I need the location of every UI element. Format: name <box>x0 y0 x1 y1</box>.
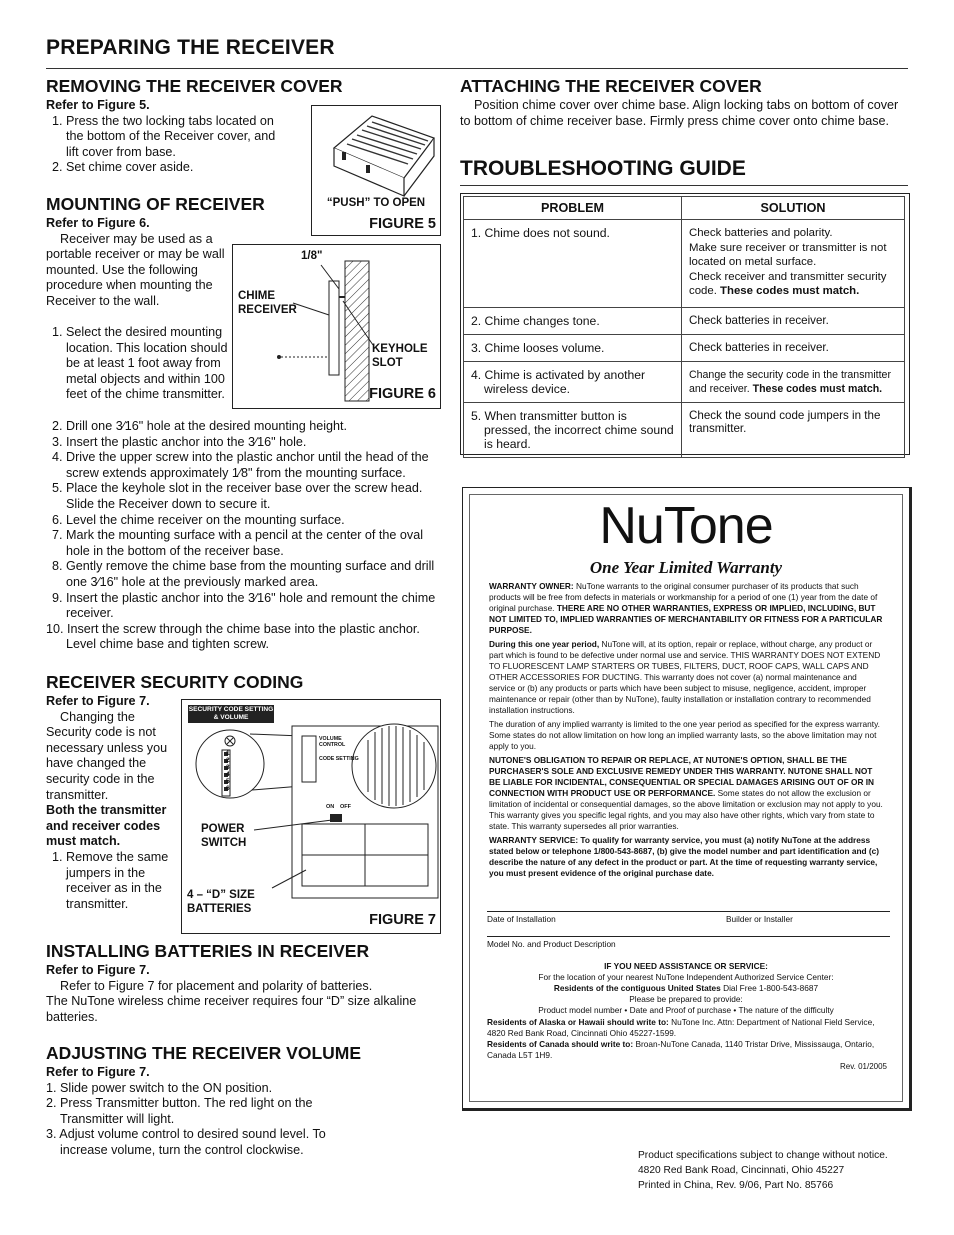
problem-1: 1. Chime does not sound. <box>464 220 682 308</box>
troubleshooting-table <box>463 196 905 458</box>
fig7-batteries: 4 – “D” SIZE BATTERIES <box>187 889 255 915</box>
warranty-period-text: NuTone will, at its option, repair or replace, without charge, any product or part which is found to be defective under normal use and service. THIS WARRANTY DOES NOT EXTEND TO FLUORESCENT LAMP STARTERS OR TUBES, FILTERS, DUCT, ROOF CAPS, WALL CAPS AND OTHER ACCESSORIES FOR DUCTING. This warranty does not cover (a) normal maintenance and service or (b) any products or parts which have been subject to misuse, negligence, accident, improper maintenance or repair (other than by NuTone), faulty installation or installation contrary to recommended installation instructions. <box>489 639 881 715</box>
mounting-step-4: 4. Drive the upper screw into the plastic anchor until the head of the screw extends approximately 1⁄8" from the mounting surface. <box>52 450 429 480</box>
fig6-keyhole-slot: KEYHOLE SLOT <box>372 343 428 369</box>
fig7-power-switch: POWER SWITCH <box>201 823 247 849</box>
batteries-text: Refer to Figure 7 for placement and polarity of batteries. <box>60 978 373 993</box>
mounting-step-8: 8. Gently remove the chime base from the mounting surface and drill one 3⁄16" hole at the previously marked area. <box>52 559 435 589</box>
volume-step-3: 3. Adjust volume control to desired sound level. To increase volume, turn the control clockwise. <box>46 1127 326 1157</box>
figure-5 <box>311 105 441 236</box>
security-heading: RECEIVER SECURITY CODING <box>46 672 304 692</box>
security-intro: Changing the Security code is not necessary unless you have changed the security code in the transmitter. <box>46 709 168 802</box>
table-row <box>464 308 905 335</box>
warranty-owner-bold: THERE ARE NO OTHER WARRANTIES, EXPRESS OR IMPLIED, INCLUDING, BUT NOT LIMITED TO, IMPLIED WARRANTIES OF MERCHANTABILITY OR FITNESS FOR A PARTICULAR PURPOSE. <box>489 603 883 635</box>
mounting-step1-block <box>46 325 232 403</box>
table-row <box>464 220 905 308</box>
push-to-open-callout: “PUSH” TO OPEN <box>326 197 426 209</box>
figure-6 <box>232 244 441 409</box>
solution-4 <box>682 362 905 403</box>
fig7-code-setting: CODE SETTING <box>319 756 359 762</box>
nutone-logo: NuTone <box>599 497 773 555</box>
batteries-ref: Refer to Figure 7. <box>46 963 150 977</box>
canada-text: Broan-NuTone Canada, 1140 Tristar Drive, Mississauga, Ontario, Canada L5T 1H9. <box>487 1039 875 1060</box>
figure-5-label: FIGURE 5 <box>369 216 436 232</box>
solution-1-line-2: Make sure receiver or transmitter is not located on metal surface. <box>689 241 887 269</box>
security-step-1: 1. Remove the same jumpers in the receiver as in the transmitter. <box>52 849 169 911</box>
date-line <box>487 911 890 912</box>
warranty-owner-label: WARRANTY OWNER: <box>489 581 574 591</box>
volume-heading: ADJUSTING THE RECEIVER VOLUME <box>46 1043 362 1063</box>
footer <box>638 1148 888 1193</box>
mounting-intro: Receiver may be used as a portable receiver or may be wall mounted. Use the following procedure when mounting the Receiver to the wall. <box>46 231 225 308</box>
assistance-line-4: Product model number • Date and Proof of purchase • The nature of the difficulty <box>538 1005 834 1015</box>
problem-2: 2. Chime changes tone. <box>464 308 682 335</box>
security-bold: Both the transmitter and receiver codes must match. <box>46 803 167 849</box>
col-problem: PROBLEM <box>464 197 682 220</box>
table-row <box>464 335 905 362</box>
mounting-step-9: 9. Insert the plastic anchor into the 3⁄16" hole and remount the chime receiver. <box>52 590 436 621</box>
receiver-cover-drawing <box>312 108 440 198</box>
figure-6-label: FIGURE 6 <box>369 386 436 402</box>
problem-4: 4. Chime is activated by another wireless device. <box>464 362 682 403</box>
warranty-title: One Year Limited Warranty <box>589 558 783 577</box>
warranty-period-label: During this one year period, <box>489 639 600 649</box>
volume-ref: Refer to Figure 7. <box>46 1065 150 1079</box>
assistance-heading: IF YOU NEED ASSISTANCE OR SERVICE: <box>604 961 768 971</box>
solution-3: Check batteries in receiver. <box>682 335 905 362</box>
assistance-block <box>487 961 885 1016</box>
volume-section <box>46 1065 346 1159</box>
assistance-line-1: For the location of your nearest NuTone Independent Authorized Service Center: <box>538 972 834 982</box>
warranty-text <box>489 581 885 882</box>
removing-step-2: 2. Set chime cover aside. <box>52 160 194 175</box>
troubleshooting-heading: TROUBLESHOOTING GUIDE <box>460 157 746 180</box>
mounting-step-7: 7. Mark the mounting surface with a pencil at the center of the oval hole in the bottom of the receiver base. <box>52 528 424 558</box>
solution-1-line-3: Check receiver and transmitter security code. <box>689 270 887 298</box>
mounting-step-1: 1. Select the desired mounting location. This location should be at least 1 foot away from metal objects and within 100 feet of the chime transmitter. <box>52 325 228 402</box>
warranty-service: WARRANTY SERVICE: To qualify for warranty service, you must (a) notify NuTone at the address stated below or telephone 1/800-543-8687, (b) give the model number and part identification and (c) describe the nature of any defect in the product or part. At the time of requesting warranty service, you must present evidence of the original purchase date. <box>489 835 880 878</box>
solution-1-bold: These codes must match. <box>720 285 860 298</box>
removing-heading: REMOVING THE RECEIVER COVER <box>46 76 343 96</box>
solution-2: Check batteries in receiver. <box>682 308 905 335</box>
residents-block <box>487 1017 885 1061</box>
date-of-installation-label: Date of Installation <box>487 914 556 924</box>
mounting-step-3: 3. Insert the plastic anchor into the 3⁄16" hole. <box>52 434 307 449</box>
warranty-obligation-bold: NUTONE'S OBLIGATION TO REPAIR OR REPLACE, AT NUTONE'S OPTION, SHALL BE THE PURCHASER'S SOLE AND EXCLUSIVE REMEDY UNDER THIS WARRANTY. NUTONE SHALL NOT BE LIABLE FOR INCIDENTAL, CONSEQUENTIAL OR SPECIAL DAMAGES ARISING OUT OF OR IN CONNECTION WITH PRODUCT USE OR PERFORMANCE. <box>489 755 875 798</box>
fig6-chime-receiver: CHIME RECEIVER <box>238 290 297 316</box>
warranty-card <box>462 487 912 1111</box>
model-line <box>487 936 890 937</box>
mounting-steps <box>46 419 446 653</box>
mounting-step-6: 6. Level the chime receiver on the mounting surface. <box>52 512 345 527</box>
solution-4-bold: These codes must match. <box>752 383 883 395</box>
assistance-us-bold: Residents of the contiguous United States <box>553 983 721 993</box>
canada-bold: Residents of Canada should write to: <box>487 1039 634 1049</box>
assistance-line-3: Please be prepared to provide: <box>629 994 743 1004</box>
removing-ref: Refer to Figure 5. <box>46 98 150 112</box>
footer-line-1: Product specifications subject to change without notice. <box>638 1150 888 1161</box>
footer-line-2: 4820 Red Bank Road, Cincinnati, Ohio 45227 <box>638 1165 845 1176</box>
mounting-step-10: 10. Insert the screw through the chime base into the plastic anchor. Level chime base and tighten screw. <box>46 621 420 652</box>
figure-7-label: FIGURE 7 <box>369 912 436 928</box>
page-title: PREPARING THE RECEIVER <box>46 36 335 59</box>
troubleshooting-table-frame <box>460 193 910 455</box>
troubleshooting-rule <box>460 185 908 186</box>
table-row <box>464 362 905 403</box>
volume-step-2: 2. Press Transmitter button. The red light on the Transmitter will light. <box>46 1096 313 1126</box>
title-rule <box>46 68 908 69</box>
removing-step-1: 1. Press the two locking tabs located on the bottom of the Receiver cover, and lift cover from base. <box>52 113 276 159</box>
wall-mount-drawing <box>233 245 440 408</box>
attaching-heading: ATTACHING THE RECEIVER COVER <box>460 76 762 96</box>
security-section <box>46 694 174 912</box>
problem-3: 3. Chime looses volume. <box>464 335 682 362</box>
footer-line-3: Printed in China, Rev. 9/06, Part No. 85766 <box>638 1180 834 1191</box>
security-ref: Refer to Figure 7. <box>46 694 150 708</box>
solution-4-text: Change the security code in the transmitter and receiver. <box>689 369 891 395</box>
volume-step-1: 1. Slide power switch to the ON position. <box>46 1080 273 1095</box>
solution-1 <box>682 220 905 308</box>
warranty-rev: Rev. 01/2005 <box>840 1062 887 1071</box>
mounting-intro-block <box>46 216 232 310</box>
warranty-duration: The duration of any implied warranty is limited to the one year period as specified for the express warranty. Some states do not allow limitation on how long an implied warranty lasts, so the above limitation may not apply to you. <box>489 719 880 751</box>
mounting-step-5: 5. Place the keyhole slot in the receiver base over the screw head. Slide the Receiver down to secure it. <box>52 481 423 511</box>
figure-7 <box>181 699 441 934</box>
model-label: Model No. and Product Description <box>487 939 616 949</box>
builder-label: Builder or Installer <box>726 914 793 924</box>
warranty-owner-text: NuTone warrants to the original consumer purchaser of its products that such products will be free from defects in materials or workmanship for a period of one (1) year from the date of original purchase. <box>489 581 878 613</box>
batteries-section <box>46 963 446 1025</box>
fig7-on: ON <box>326 804 335 810</box>
mounting-ref: Refer to Figure 6. <box>46 216 150 230</box>
solution-5: Check the sound code jumpers in the transmitter. <box>682 403 905 458</box>
mounting-heading: MOUNTING OF RECEIVER <box>46 194 265 214</box>
problem-5: 5. When transmitter button is pressed, the incorrect chime sound is heard. <box>464 403 682 458</box>
batteries-heading: INSTALLING BATTERIES IN RECEIVER <box>46 941 370 961</box>
removing-section <box>46 98 286 176</box>
alaska-text: NuTone Inc. Attn: Department of National Field Service, 4820 Red Bank Road, Cincinnati Ohio 45227-1599. <box>487 1017 875 1038</box>
fig7-tag: SECURITY CODE SETTING & VOLUME <box>188 706 274 721</box>
solution-1-line-1: Check batteries and polarity. <box>689 227 833 239</box>
assistance-us-phone: Dial Free 1-800-543-8687 <box>723 983 819 993</box>
warranty-obligation-text: Some states do not allow the exclusion or limitation of incidental or consequential damages, so the above limitation or exclusion may not apply to you. This warranty gives you specific legal rights, and you may also have other rights, which vary from state to state. This warranty supersedes all prior warranties. <box>489 788 883 831</box>
mounting-step-2: 2. Drill one 3⁄16" hole at the desired mounting height. <box>52 419 348 433</box>
alaska-bold: Residents of Alaska or Hawaii should write to: <box>487 1017 669 1027</box>
fig7-off: OFF <box>340 804 351 810</box>
fig6-dimension: 1/8" <box>301 250 323 262</box>
fig7-jumper-numbers: 1 2 3 4 5 6 <box>226 750 230 792</box>
col-solution: SOLUTION <box>682 197 905 220</box>
attaching-text: Position chime cover over chime base. Align locking tabs on bottom of cover to bottom of chime receiver base. Firmly press chime cover onto chime base. <box>460 98 899 128</box>
batteries-text-2: The NuTone wireless chime receiver requires four “D” size alkaline batteries. <box>46 994 417 1024</box>
table-row <box>464 403 905 458</box>
fig7-volume-control: VOLUME CONTROL <box>319 736 346 748</box>
